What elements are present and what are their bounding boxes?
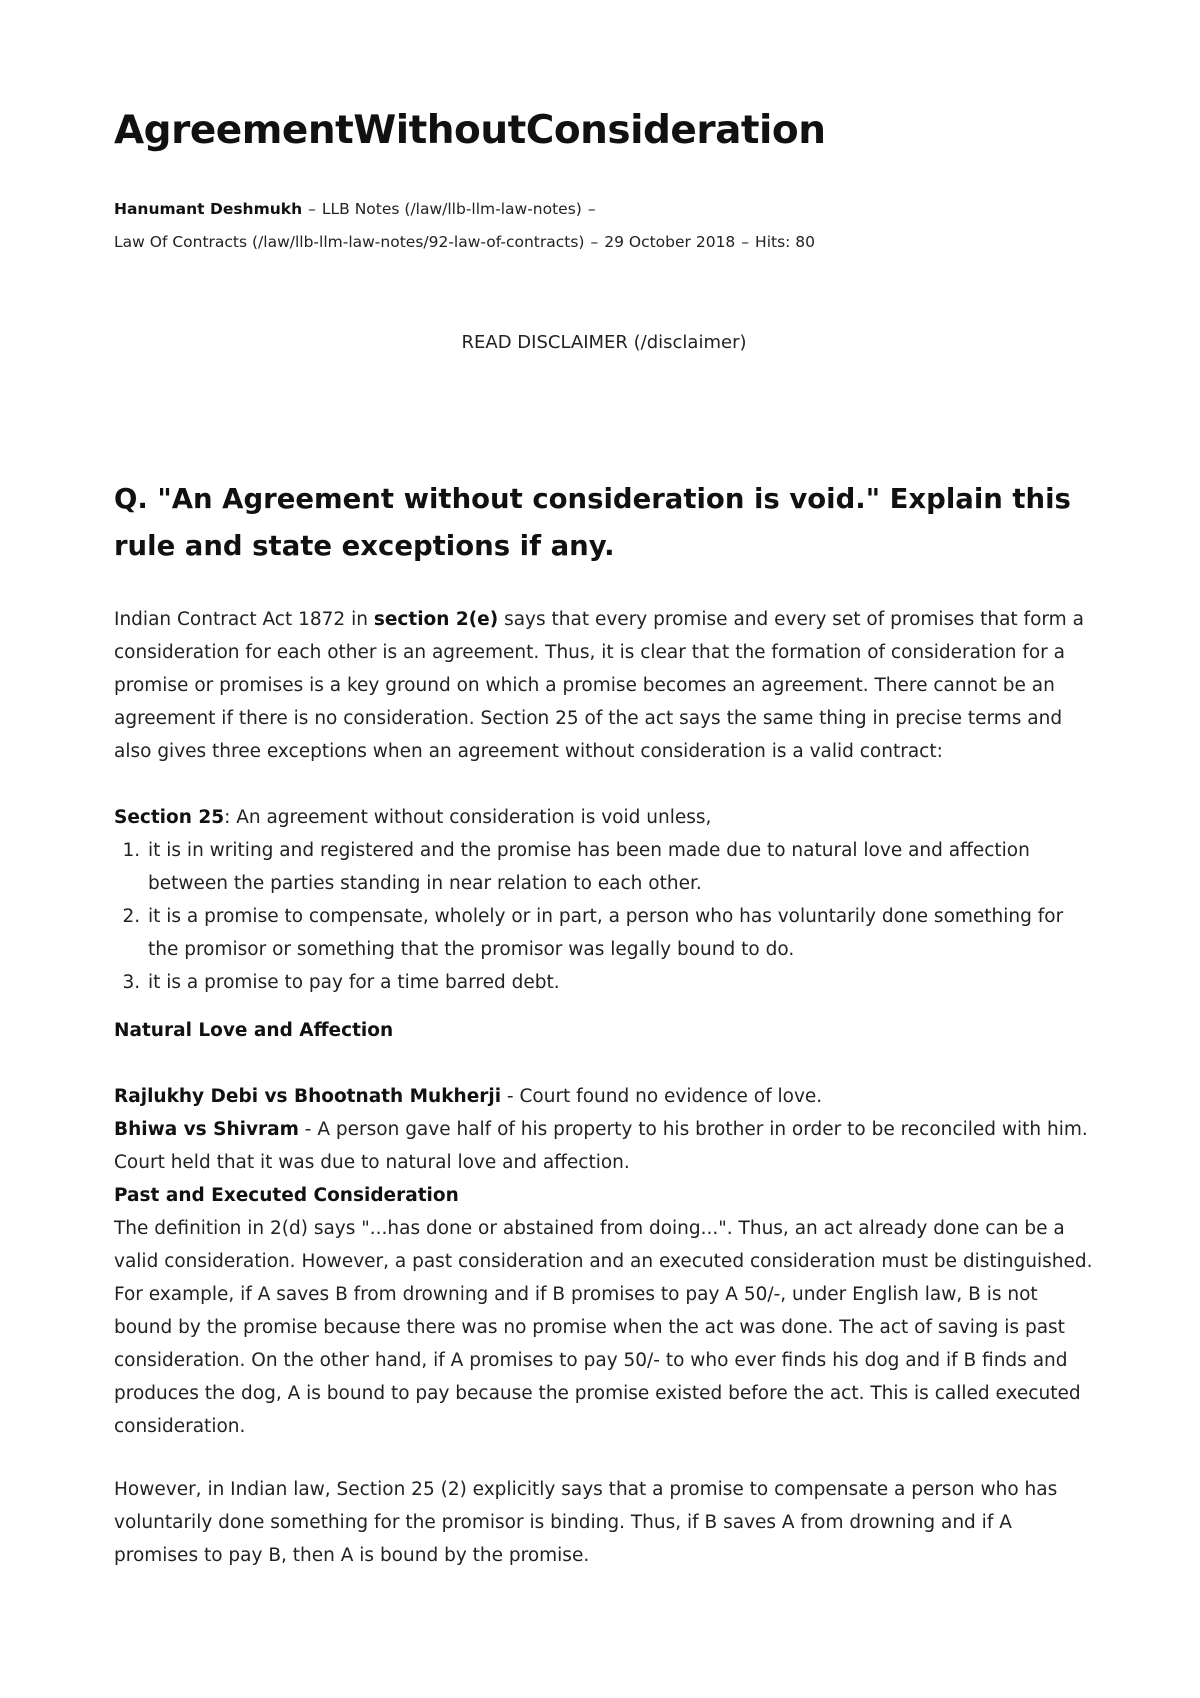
case-bhiwa bbox=[114, 1113, 1094, 1179]
page-title: AgreementWithoutConsideration bbox=[114, 108, 826, 153]
intro-text-before: Indian Contract Act 1872 in bbox=[114, 609, 374, 630]
indian-law-paragraph: However, in Indian law, Section 25 (2) explicitly says that a promise to compensate a person who has voluntarily done something for the promisor is binding. Thus, if B saves A from drowning and if A promises to pay B, then A is bound by the promise. bbox=[114, 1479, 1058, 1566]
list-item: 2. it is a promise to compensate, wholely or in part, a person who has voluntarily done something for the promisor or something that the promisor was legally bound to do. bbox=[146, 900, 1094, 966]
section-25-label: Section 25 bbox=[114, 807, 225, 828]
past-consideration-paragraph: The definition in 2(d) says "...has done or abstained from doing...". Thus, an act already done can be a valid consideration. However, a past consideration and an executed consideration must be distinguished. For example, if A saves B from drowning and if B promises to pay A 50/-, under English law, B is not bound by the promise because there was no promise when the act was done. The act of saving is past consideration. On the other hand, if A promises to pay 50/- to who ever finds his dog and if B finds and produces the dog, A is bound to pay because the promise existed before the act. This is called executed consideration. bbox=[114, 1218, 1093, 1437]
hits-count: Hits: 80 bbox=[755, 233, 816, 251]
disclaimer-link[interactable]: READ DISCLAIMER (/disclaimer) bbox=[461, 332, 747, 353]
article-meta-line-1 bbox=[114, 200, 602, 218]
list-item: 3. it is a promise to pay for a time barred debt. bbox=[146, 966, 1094, 999]
intro-paragraph bbox=[114, 603, 1094, 768]
section-2e-ref: section 2(e) bbox=[373, 609, 499, 630]
meta-separator: – bbox=[587, 200, 596, 218]
past-heading-text: Past and Executed Consideration bbox=[114, 1185, 459, 1206]
author-name: Hanumant Deshmukh bbox=[114, 200, 303, 218]
section-25-text: : An agreement without consideration is void unless, bbox=[224, 807, 712, 828]
category-link[interactable]: LLB Notes (/law/llb-llm-law-notes) bbox=[321, 200, 582, 218]
subcategory-link[interactable]: Law Of Contracts (/law/llb-llm-law-notes/92-law-of-contracts) bbox=[114, 233, 585, 251]
case-name: Rajlukhy Debi vs Bhootnath Mukherji bbox=[114, 1086, 502, 1107]
publish-date: 29 October 2018 bbox=[604, 233, 736, 251]
meta-separator: – bbox=[308, 200, 316, 218]
case-text: - Court found no evidence of love. bbox=[501, 1086, 823, 1107]
article-meta-line-2 bbox=[114, 233, 815, 251]
intro-text-after: says that every promise and every set of promises that form a consideration for each other is an agreement. Thus, it is clear that the formation of consideration for a promise or promises is a key ground on which a promise becomes an agreement. There cannot be an agreement if there is no consideration. Section 25 of the act says the same thing in precise terms and also gives three exceptions when an agreement without consideration is a valid contract: bbox=[114, 609, 1084, 762]
case-rajlukhy bbox=[114, 1080, 1094, 1113]
natural-love-heading: Natural Love and Affection bbox=[114, 1020, 394, 1041]
section-25-line bbox=[114, 801, 1094, 834]
cases-block bbox=[114, 1080, 1094, 1443]
exceptions-list bbox=[114, 834, 1094, 999]
case-name: Bhiwa vs Shivram bbox=[114, 1119, 299, 1140]
question-heading: Q. "An Agreement without consideration is void." Explain this rule and state exceptions if any. bbox=[114, 483, 1071, 562]
case-text: - A person gave half of his property to his brother in order to be reconciled with him. Court held that it was due to natural love and affection. bbox=[114, 1119, 1088, 1173]
past-consideration-heading bbox=[114, 1179, 1094, 1212]
list-item: 1. it is in writing and registered and the promise has been made due to natural love and affection between the parties standing in near relation to each other. bbox=[146, 834, 1094, 900]
section-25-block bbox=[114, 801, 1094, 999]
meta-separator: – bbox=[741, 233, 750, 251]
meta-separator: – bbox=[590, 233, 599, 251]
